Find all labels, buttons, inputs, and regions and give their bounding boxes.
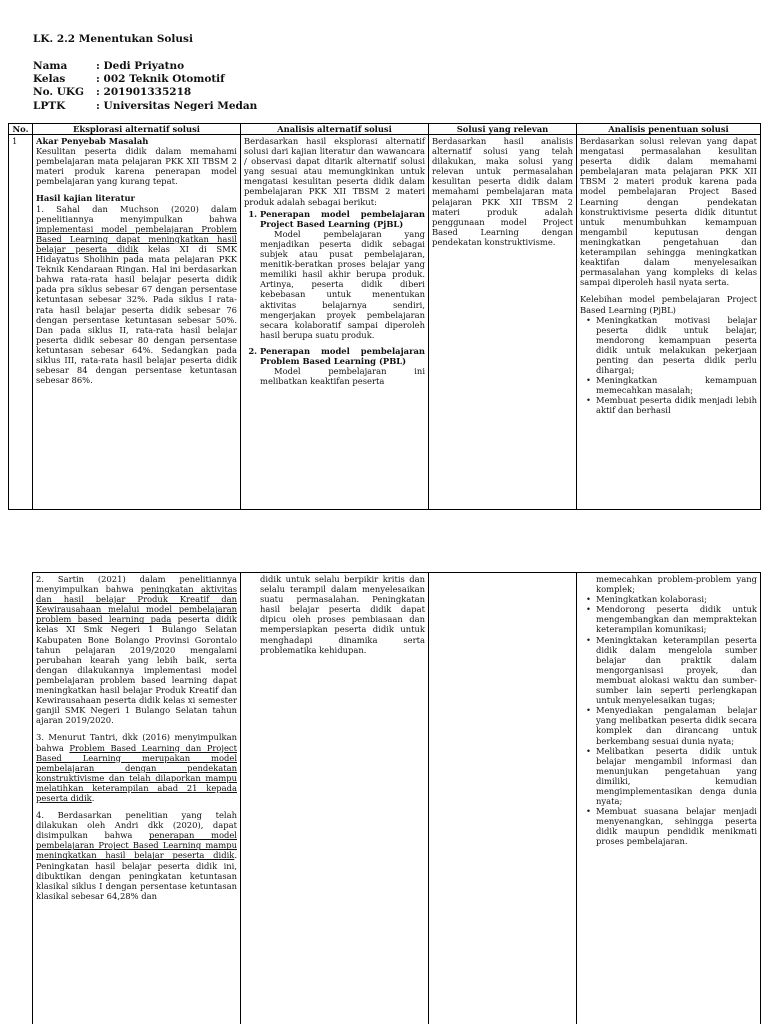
literature-text: . (91, 792, 95, 803)
page-2 (0, 572, 768, 1024)
alternative-title: Penerapan model pembelajaran Project Based Learning (PjBL) (260, 208, 425, 229)
header-solusi-relevan: Solusi yang relevan (429, 124, 577, 135)
alternative-description: Model pembelajaran ini melibatkan keaktifan peserta (260, 366, 425, 387)
alternative-title: Penerapan model pembelajaran Problem Based Learning (PBL) (260, 345, 425, 366)
list-item: • Menyediakan pengalaman belajar yang melibatkan peserta didik secara komplek dan dirancang untuk berkembang sesuai dunia nyata; (596, 705, 757, 745)
cell-solusi-relevan (429, 135, 577, 510)
alternative-item (260, 209, 425, 340)
literature-text: 4. Berdasarkan penelitian yang telah dilakukan oleh Andri dkk (2020), dapat disimpulkan bahwa (36, 810, 237, 841)
cell-analisis-alternatif (241, 135, 429, 510)
meta-label: Nama (33, 60, 68, 72)
cell-solusi-relevan-continued (429, 573, 577, 1024)
alternative-description-continued: didik untuk selalu berpikir kritis dan selalu terampil dalam menyelesaikan suatu permasalahan. Peningkatan hasil belajar peserta didik dapat dipicu oleh proses pembiasaan dan mempersiapkan peserta didik untuk menghadapi dinamika serta problematika kehidupan. (260, 574, 425, 655)
cell-analisis-penentuan (577, 135, 761, 510)
literature-item-3 (36, 732, 237, 803)
list-item: • Meningkatkan kemampuan memecahkan masalah; (596, 375, 757, 395)
identity-block (33, 60, 257, 113)
alternative-description: Model pembelajaran yang menjadikan peserta didik sebagai subjek atau pusat pembelajaran, menitik-beratkan proses belajar yang memiliki hasil akhir berupa produk. Artinya, peserta didik diberi kebebasan untuk menentukan aktivitas belajarnya sendiri, mengerjakan proyek pembelajaran secara kolaboratif sampai diperoleh hasil berupa suatu produk. (260, 228, 425, 340)
meta-label: Kelas (33, 73, 66, 86)
list-item: • Melibatkan peserta didik untuk belajar mengambil informasi dan menunjukan pengetahuan yang dimiliki, kemudian mengimplementasikan denga dunia nyata; (596, 746, 757, 807)
advantages-list (580, 315, 757, 416)
literature-underlined: penerapan model pembelajaran Project Based Learning mampu meningkatkan hasil belajar peserta didik (36, 830, 237, 861)
list-item: • Meningkatkan kolaborasi; (596, 594, 757, 604)
table-header-row (9, 124, 761, 135)
list-item: • Membuat suasana belajar menjadi menyenangkan, sehingga peserta didik maupun pendidik menikmati proses pembelajaran. (596, 806, 757, 846)
meta-row-nama (33, 60, 257, 73)
cell-eksplorasi-continued (33, 573, 241, 1024)
decision-paragraph: Berdasarkan solusi relevan yang dapat mengatasi permasalahan kesulitan peserta didik dalam memahami pembelajaran mata pelajaran PKK XII TBSM 2 materi produk karena pada model pembelajaran Project Based Learning dengan pendekatan konstruktivisme peserta didik dituntut untuk menumbuhkan kemampuan mengambil keputusan dengan meningkatkan pengetahuan dan keterampilan sehingga meningkatkan keaktifan dalam menyelesaikan permasalahan yang kompleks di kelas sampai diperoleh hasil nyata serta. (580, 136, 757, 288)
list-item: • Mendorong peserta didik untuk mengembangkan dan mempraktekan keterampilan komunikasi; (596, 604, 757, 634)
literature-text: kelas XI di SMK Hidayatus Sholihin pada mata pelajaran PKK Teknik Kendaraan Ringan. Hal ini berdasarkan bahwa rata-rata hasil belajar peserta didik pada pra siklus sebesar 67 dengan persentase ketuntasan sebesar 32%. Pada siklus I rata-rata hasil belajar peserta didik sebesar 76 dengan persentase ketuntasan sebesar 50%. Dan pada siklus II, rata-rata hasil belajar peserta didik sebesar 80 dengan persentase ketuntasan sebesar 64%. Sedangkan pada siklus III, rata-rata hasil belajar peserta didik sebesar 84 dengan persentase ketuntasan sebesar 86%. (36, 243, 237, 386)
header-no: No. (9, 124, 33, 135)
meta-value: : Universitas Negeri Medan (96, 99, 258, 112)
literature-text: peserta didik kelas XI Smk Negeri 1 Bulango Selatan Kabupaten Bone Bolango Provinsi Gorontalo tahun pelajaran 2019/2020 mengalami perubahan kearah yang lebih baik, serta dengan dilakukannya implementasi model pembelajaran problem based learning dapat meningkatkan hasil belajar Produk Kreatif dan Kewirausahaan peserta didik kelas xi semester ganjil SMK Negeri 1 Bulango Selatan tahun ajaran 2019/2020. (36, 614, 237, 726)
table-row (9, 135, 761, 510)
literature-underlined: peningkatan aktivitas dan hasil belajar Produk Kreatif dan Kewirausahaan melalui model pembelajaran problem based learning pada (36, 584, 237, 625)
meta-label: LPTK (33, 99, 66, 112)
literature-text: . Peningkatan hasil belajar peserta didik ini, dibuktikan dengan peningkatan ketuntasan klasikal siklus I dengan persentase ketuntasan klasikal sebesar 64,28% dan (36, 850, 237, 901)
meta-value: : 002 Teknik Otomotif (96, 73, 225, 86)
meta-row-lptk (33, 100, 257, 113)
advantages-list-continued (580, 594, 757, 846)
meta-value: : Dedi Priyatno (96, 60, 185, 72)
alternative-list (244, 209, 425, 387)
cell-analisis-penentuan-continued (577, 573, 761, 1024)
heading-kajian-literatur: Hasil kajian literatur (36, 193, 135, 204)
advantages-heading: Kelebihan model pembelajaran Project Based Learning (PjBL) (580, 294, 757, 315)
meta-value: : 201901335218 (96, 86, 192, 99)
solution-table (8, 123, 761, 510)
meta-label: No. UKG (33, 86, 84, 99)
header-analisis-penentuan: Analisis penentuan solusi (577, 124, 761, 135)
meta-row-kelas (33, 73, 257, 86)
solution-table-continued (32, 572, 761, 1024)
meta-row-ukg (33, 86, 257, 99)
cell-analisis-alternatif-continued (241, 573, 429, 1024)
literature-text: 2. Sartin (2021) dalam penelitiannya menyimpulkan bahwa (36, 574, 237, 595)
literature-underlined: Problem Based Learning dan Project Based Learning merupakan model pembelajaran dengan pendekatan konstruktivisme dan telah dilaporkan mampu melatihkan keterampilan abad 21 kepada peserta didik (36, 742, 237, 803)
literature-item-4 (36, 810, 237, 901)
list-item: • Meningkatkan motivasi belajar peserta didik untuk belajar, mendorong kemampuan peserta didik untuk melakukan pekerjaan penting dan peserta didik perlu dihargai; (596, 315, 757, 376)
document-title: LK. 2.2 Menentukan Solusi (33, 33, 193, 45)
literature-text: 1. Sahal dan Muchson (2020) dalam penelitiannya menyimpulkan bahwa (36, 203, 237, 224)
row-number: 1 (9, 135, 33, 510)
table-row (33, 573, 761, 1024)
list-item: • Meningktakan keterampilan peserta didik dalam mengelola sumber belajar dan praktik dalam mengorganisasi proyek, dan membuat alokasi waktu dan sumber-sumber lain seperti perlengkapan untuk menyelesaikan tugas; (596, 635, 757, 706)
heading-akar-masalah: Akar Penyebab Masalah (36, 136, 149, 146)
literature-item-2 (36, 574, 237, 725)
list-item: • Membuat peserta didik menjadi lebih aktif dan berhasil (596, 395, 757, 415)
header-eksplorasi: Eksplorasi alternatif solusi (33, 124, 241, 135)
literature-text: 3. Menurut Tantri, dkk (2016) menyimpulkan bahwa (36, 732, 237, 753)
cell-eksplorasi (33, 135, 241, 510)
header-analisis-alternatif: Analisis alternatif solusi (241, 124, 429, 135)
literature-underlined: implementasi model pembelajaran Problem Based Learning dapat meningkatkan hasil belajar peserta didik (36, 223, 237, 254)
paragraph-akar-masalah: Kesulitan peserta didik dalam memahami pembelajaran mata pelajaran PKK XII TBSM 2 materi produk karena penerapan model pembelajaran yang kurang tepat. (36, 146, 237, 187)
advantage-continued: memecahkan problem-problem yang komplek; (596, 574, 757, 595)
literature-item-1 (36, 204, 237, 386)
page-gap (0, 512, 768, 572)
relevant-solution-text: Berdasarkan hasil analisis alternatif solusi yang telah dilakukan, maka solusi yang relevan untuk permasalahan kesulitan peserta didik dalam memahami pembelajaran mata pelajaran PKK XII TBSM 2 materi produk adalah penggunaan model Project Based Learning dengan pendekatan konstruktivisme. (432, 136, 573, 247)
analysis-intro: Berdasarkan hasil eksplorasi alternatif solusi dari kajian literatur dan wawancara / observasi dapat ditarik alternatif solusi yang sesuai atau memungkinkan untuk mengatasi kesulitan peserta didik dalam pembelajaran PKK XII TBSM 2 materi produk adalah sebagai berikut: (244, 136, 425, 207)
alternative-item (260, 346, 425, 386)
